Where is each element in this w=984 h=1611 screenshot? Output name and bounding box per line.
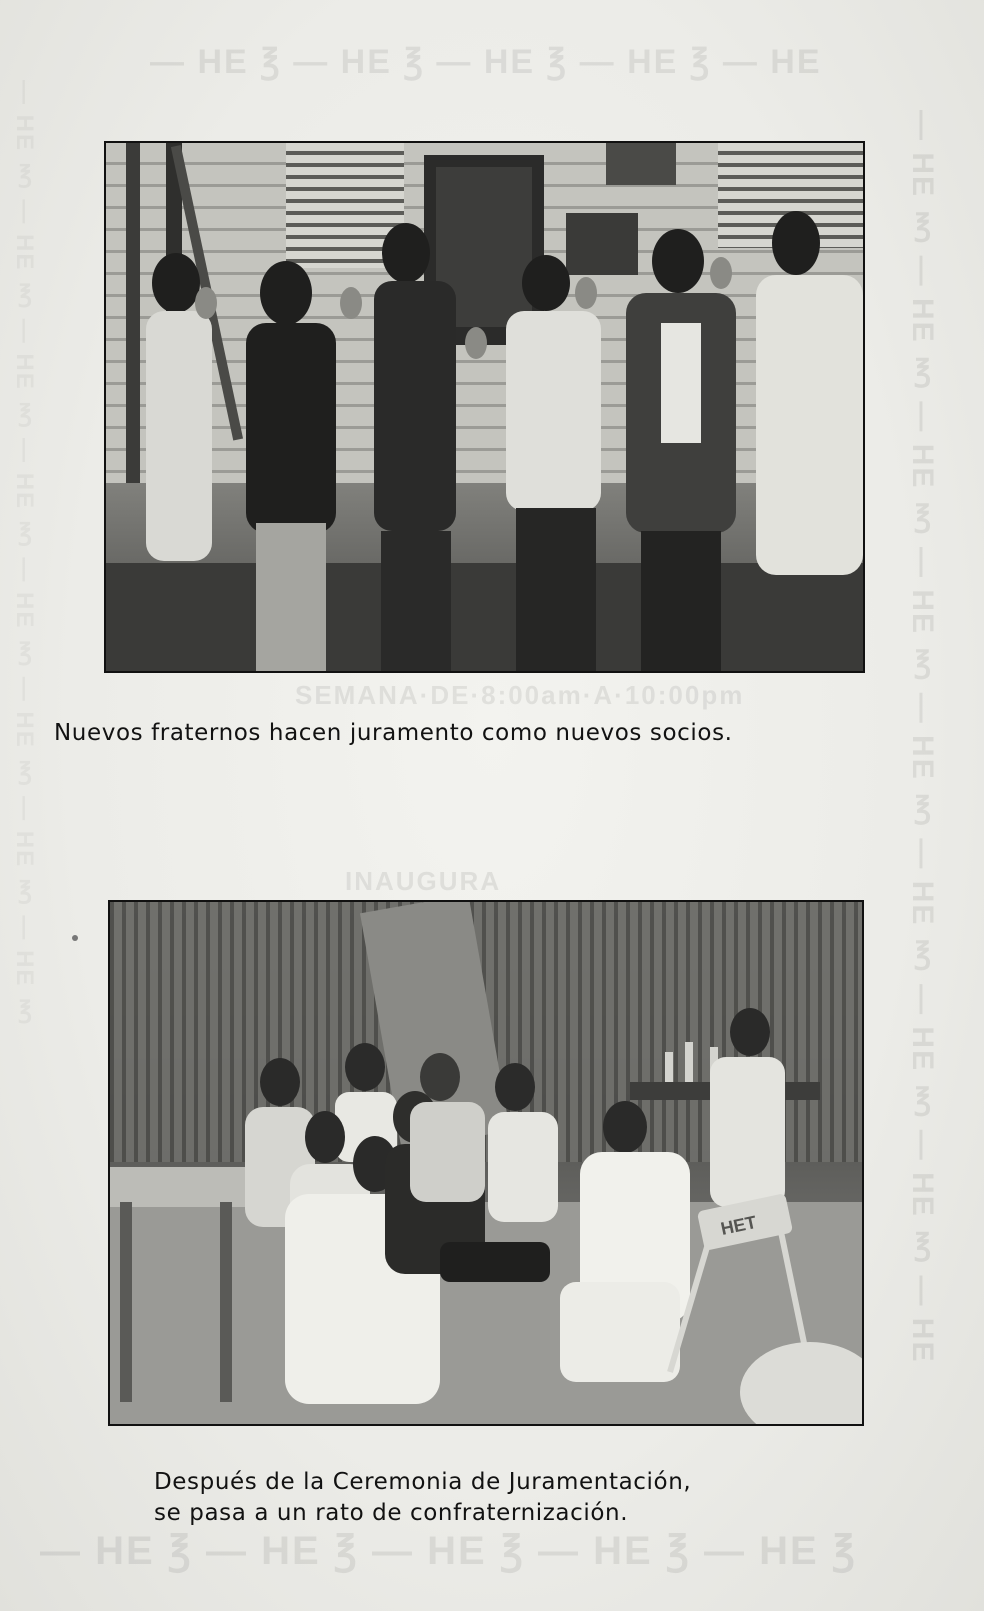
bleed-through-text: SEMANA·DE·8:00am·A·10:00pm (295, 680, 745, 710)
bleed-through-text: — HE ℥ — HE ℥ — HE ℥ — HE ℥ — HE ℥ — HE ℥ — HE ℥ — HE ℥ (11, 80, 38, 1027)
photo-caption-gathering (154, 1467, 691, 1529)
caption-line: Después de la Ceremonia de Juramentación, (154, 1469, 692, 1495)
paper-speck (72, 935, 78, 941)
chair-label: HET (718, 1211, 759, 1239)
caption-line: se pasa a un rato de confraternización. (154, 1500, 629, 1526)
photo-icon (106, 143, 863, 671)
bleed-through-text: — HE ℥ — HE ℥ — HE ℥ — HE ℥ — HE (150, 43, 822, 81)
bleed-through-text: — HE ℥ — HE ℥ — HE ℥ — HE ℥ — HE ℥ — HE ℥ — HE ℥ — HE ℥ — HE (906, 110, 939, 1364)
photo-oath-ceremony (104, 141, 865, 673)
photo-caption-oath: Nuevos fraternos hacen juramento como nuevos socios. (54, 720, 733, 746)
photo-icon (110, 902, 862, 1424)
bleed-through-text: INAUGURA (345, 866, 502, 896)
photo-social-gathering (108, 900, 864, 1426)
bleed-through-text: — HE ℥ — HE ℥ — HE ℥ — HE ℥ — HE ℥ (40, 1529, 857, 1573)
